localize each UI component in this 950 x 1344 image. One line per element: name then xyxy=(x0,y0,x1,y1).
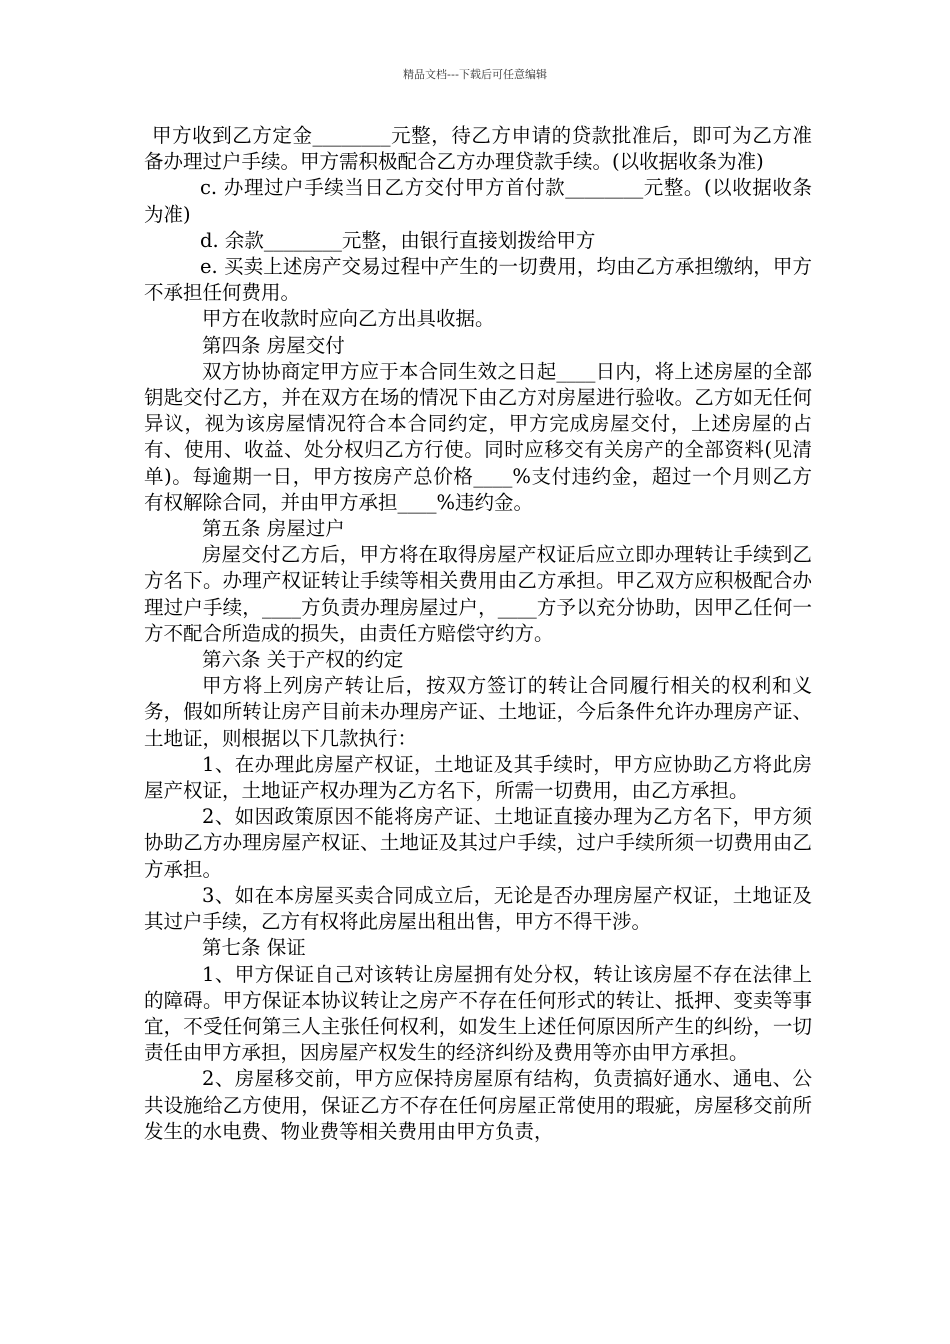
section-heading-7: 第七条 保证 xyxy=(202,936,306,960)
section-heading-4: 第四条 房屋交付 xyxy=(202,333,345,357)
paragraph-delivery: 双方协协商定甲方应于本合同生效之日起____日内，将上述房屋的全部钥匙交付乙方，并在双方在场的情况下由乙方对房屋进行验收。乙方如无任何异议，视为该房屋情况符合本合同约定，甲方完成房屋交付，上述房屋的占有、使用、收益、处分权归乙方行使。同时应移交有关房产的全部资料(见清单)。每逾期一日，甲方按房产总价格____%支付违约金，超过一个月则乙方有权解除合同，并由甲方承担____%违约金。 xyxy=(144,359,812,514)
paragraph-rights-item-3: 3、如在本房屋买卖合同成立后，无论是否办理房屋产权证，土地证及其过户手续，乙方有权将此房屋出租出售，甲方不得干涉。 xyxy=(144,883,812,934)
section-heading-5: 第五条 房屋过户 xyxy=(202,517,345,541)
paragraph-transfer: 房屋交付乙方后，甲方将在取得房屋产权证后应立即办理转让手续到乙方名下。办理产权证转让手续等相关费用由乙方承担。甲乙双方应积极配合办理过户手续，____方负责办理房屋过户，____方予以充分协助，因甲乙任何一方不配合所造成的损失，由责任方赔偿守约方。 xyxy=(144,543,812,645)
paragraph-rights-item-2: 2、如因政策原因不能将房产证、土地证直接办理为乙方名下，甲方须协助乙方办理房屋产权证、土地证及其过户手续，过户手续所须一切费用由乙方承担。 xyxy=(144,805,812,881)
section-heading-6: 第六条 关于产权的约定 xyxy=(202,648,404,672)
paragraph-guarantee-2: 2、房屋移交前，甲方应保持房屋原有结构，负责搞好通水、通电、公共设施给乙方使用，保证乙方不存在任何房屋正常使用的瑕疵，房屋移交前所发生的水电费、物业费等相关费用由甲方负责， xyxy=(144,1067,812,1143)
paragraph-guarantee-1: 1、甲方保证自己对该转让房屋拥有处分权，转让该房屋不存在法律上的障碍。甲方保证本协议转让之房产不存在任何形式的转让、抵押、变卖等事宜，不受任何第三人主张任何权利，如发生上述任何原因所产生的纠纷，一切责任由甲方承担，因房屋产权发生的经济纠纷及费用等亦由甲方承担。 xyxy=(144,962,812,1065)
paragraph-item-c: c. 办理过户手续当日乙方交付甲方首付款________元整。(以收据收条为准) xyxy=(144,176,812,226)
paragraph-deposit: 甲方收到乙方定金________元整，待乙方申请的贷款批准后，即可为乙方准备办理过户手续。甲方需积极配合乙方办理贷款手续。(以收据收条为准) xyxy=(144,124,812,174)
paragraph-item-e: e. 买卖上述房产交易过程中产生的一切费用，均由乙方承担缴纳，甲方不承担任何费用。 xyxy=(144,255,812,305)
paragraph-receipt: 甲方在收款时应向乙方出具收据。 xyxy=(202,307,495,331)
paragraph-property-rights: 甲方将上列房产转让后，按双方签订的转让合同履行相关的权利和义务，假如所转让房产目前未办理房产证、土地证，今后条件允许办理房产证、土地证，则根据以下几款执行： xyxy=(144,674,812,750)
paragraph-rights-item-1: 1、在办理此房屋产权证，土地证及其手续时，甲方应协助乙方将此房屋产权证，土地证产权办理为乙方名下，所需一切费用，由乙方承担。 xyxy=(144,752,812,803)
document-body xyxy=(144,123,812,1145)
paragraph-item-d: d. 余款________元整，由银行直接划拨给甲方 xyxy=(200,228,596,252)
page-header: 精品文档---下载后可任意编辑 xyxy=(403,68,547,81)
